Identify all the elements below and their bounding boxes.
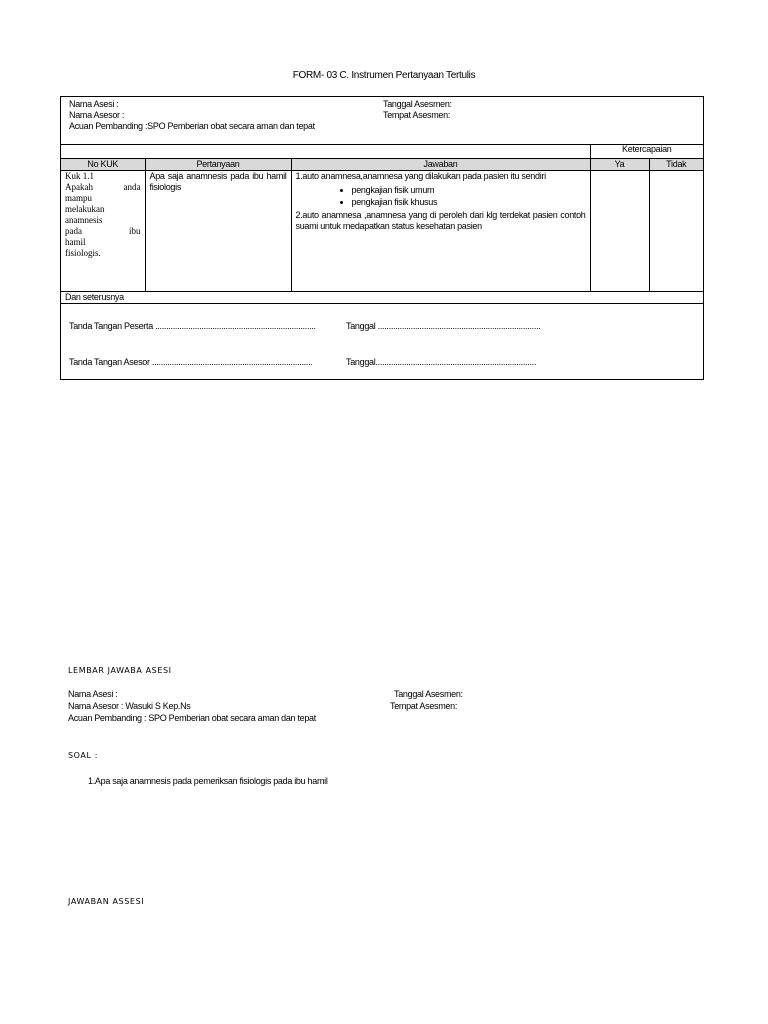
lembar-nama-asesor: Nama Asesor : Wasuki S Kep.Ns [68,701,191,711]
jawaban-bullets [296,184,586,208]
kuk-line: fisiologis. [65,247,101,258]
pertanyaan-cell: Apa saja anamnesis pada ibu hamil fisiologis [145,170,291,291]
form-header [61,97,703,145]
tanggal-peserta: Tanggal .......................................................................... [346,321,541,331]
soal-1: 1.Apa saja anamnesis pada pemeriksan fisiologis pada ibu hamil [88,776,328,786]
jawaban-assesi-heading: JAWABAN ASSESI [68,897,145,906]
blank-header-cell [61,144,590,158]
ketercapaian-header: Ketercapaian [590,144,703,158]
jawaban-1: 1.auto anamnesa,anamnesa yang dilakukan pada pasien itu sendiri [295,170,546,181]
lembar-acuan: Acuan Pembanding : SPO Pemberian obat secara aman dan tepat [68,713,316,723]
kuk-line: mampu [65,192,92,203]
col-jawaban: Jawaban [291,158,590,170]
lembar-nama-asesi: Nama Asesi : [68,689,118,699]
kuk-line: hamil [65,236,86,247]
kuk-line: Kuk 1.1 [65,170,94,181]
ttd-asesor: Tanda Tangan Asesor ......................................................................... [69,357,313,367]
soal-label: SOAL : [68,751,99,760]
col-ya: Ya [590,158,649,170]
question-table [61,144,703,304]
form-title: FORM- 03 C. Instrumen Pertanyaan Tertulis [292,70,476,81]
lembar-tempat: Tempat Asesmen: [390,701,458,711]
lembar-tanggal: Tanggal Asesmen: [394,689,463,699]
ya-cell[interactable] [590,170,649,291]
kuk-cell [61,170,145,291]
tempat-asesmen-label: Tempat Asesmen: [383,110,451,120]
col-pertanyaan: Pertanyaan [145,158,291,170]
kuk-line: pada ibu [65,225,141,236]
tidak-cell[interactable] [649,170,703,291]
kuk-line: anamnesis [65,214,103,225]
kuk-line: Apakah anda [65,181,141,192]
assessment-form [60,96,704,380]
dan-seterusnya: Dan seterusnya [61,291,703,303]
kuk-line: melakukan [65,203,105,214]
lembar-heading: LEMBAR JAWABA ASESI [68,666,172,675]
nama-asesor-label: Nama Asesor : [69,110,125,120]
jawaban-cell [291,170,590,291]
nama-asesi-label: Nama Asesi : [69,99,119,109]
bullet-item: • pengkajian fisik umum [352,184,586,196]
tanggal-asesor: Tanggal......................................................................... [346,357,537,367]
bullet-item: • pengkajian fisik khusus [352,196,586,208]
col-no-kuk: No KUK [61,158,145,170]
ttd-peserta: Tanda Tangan Peserta ......................................................................... [69,321,316,331]
tanggal-asesmen-label: Tanggal Asesmen: [383,99,452,109]
jawaban-2: 2.auto anamnesa ,anamnesa yang di peroleh dari klg terdekat pasien contoh suami untuk medapatkan status kesehatan pasien [295,209,586,231]
col-tidak: Tidak [649,158,703,170]
acuan-label: Acuan Pembanding :SPO Pemberian obat secara aman dan tepat [69,121,315,131]
